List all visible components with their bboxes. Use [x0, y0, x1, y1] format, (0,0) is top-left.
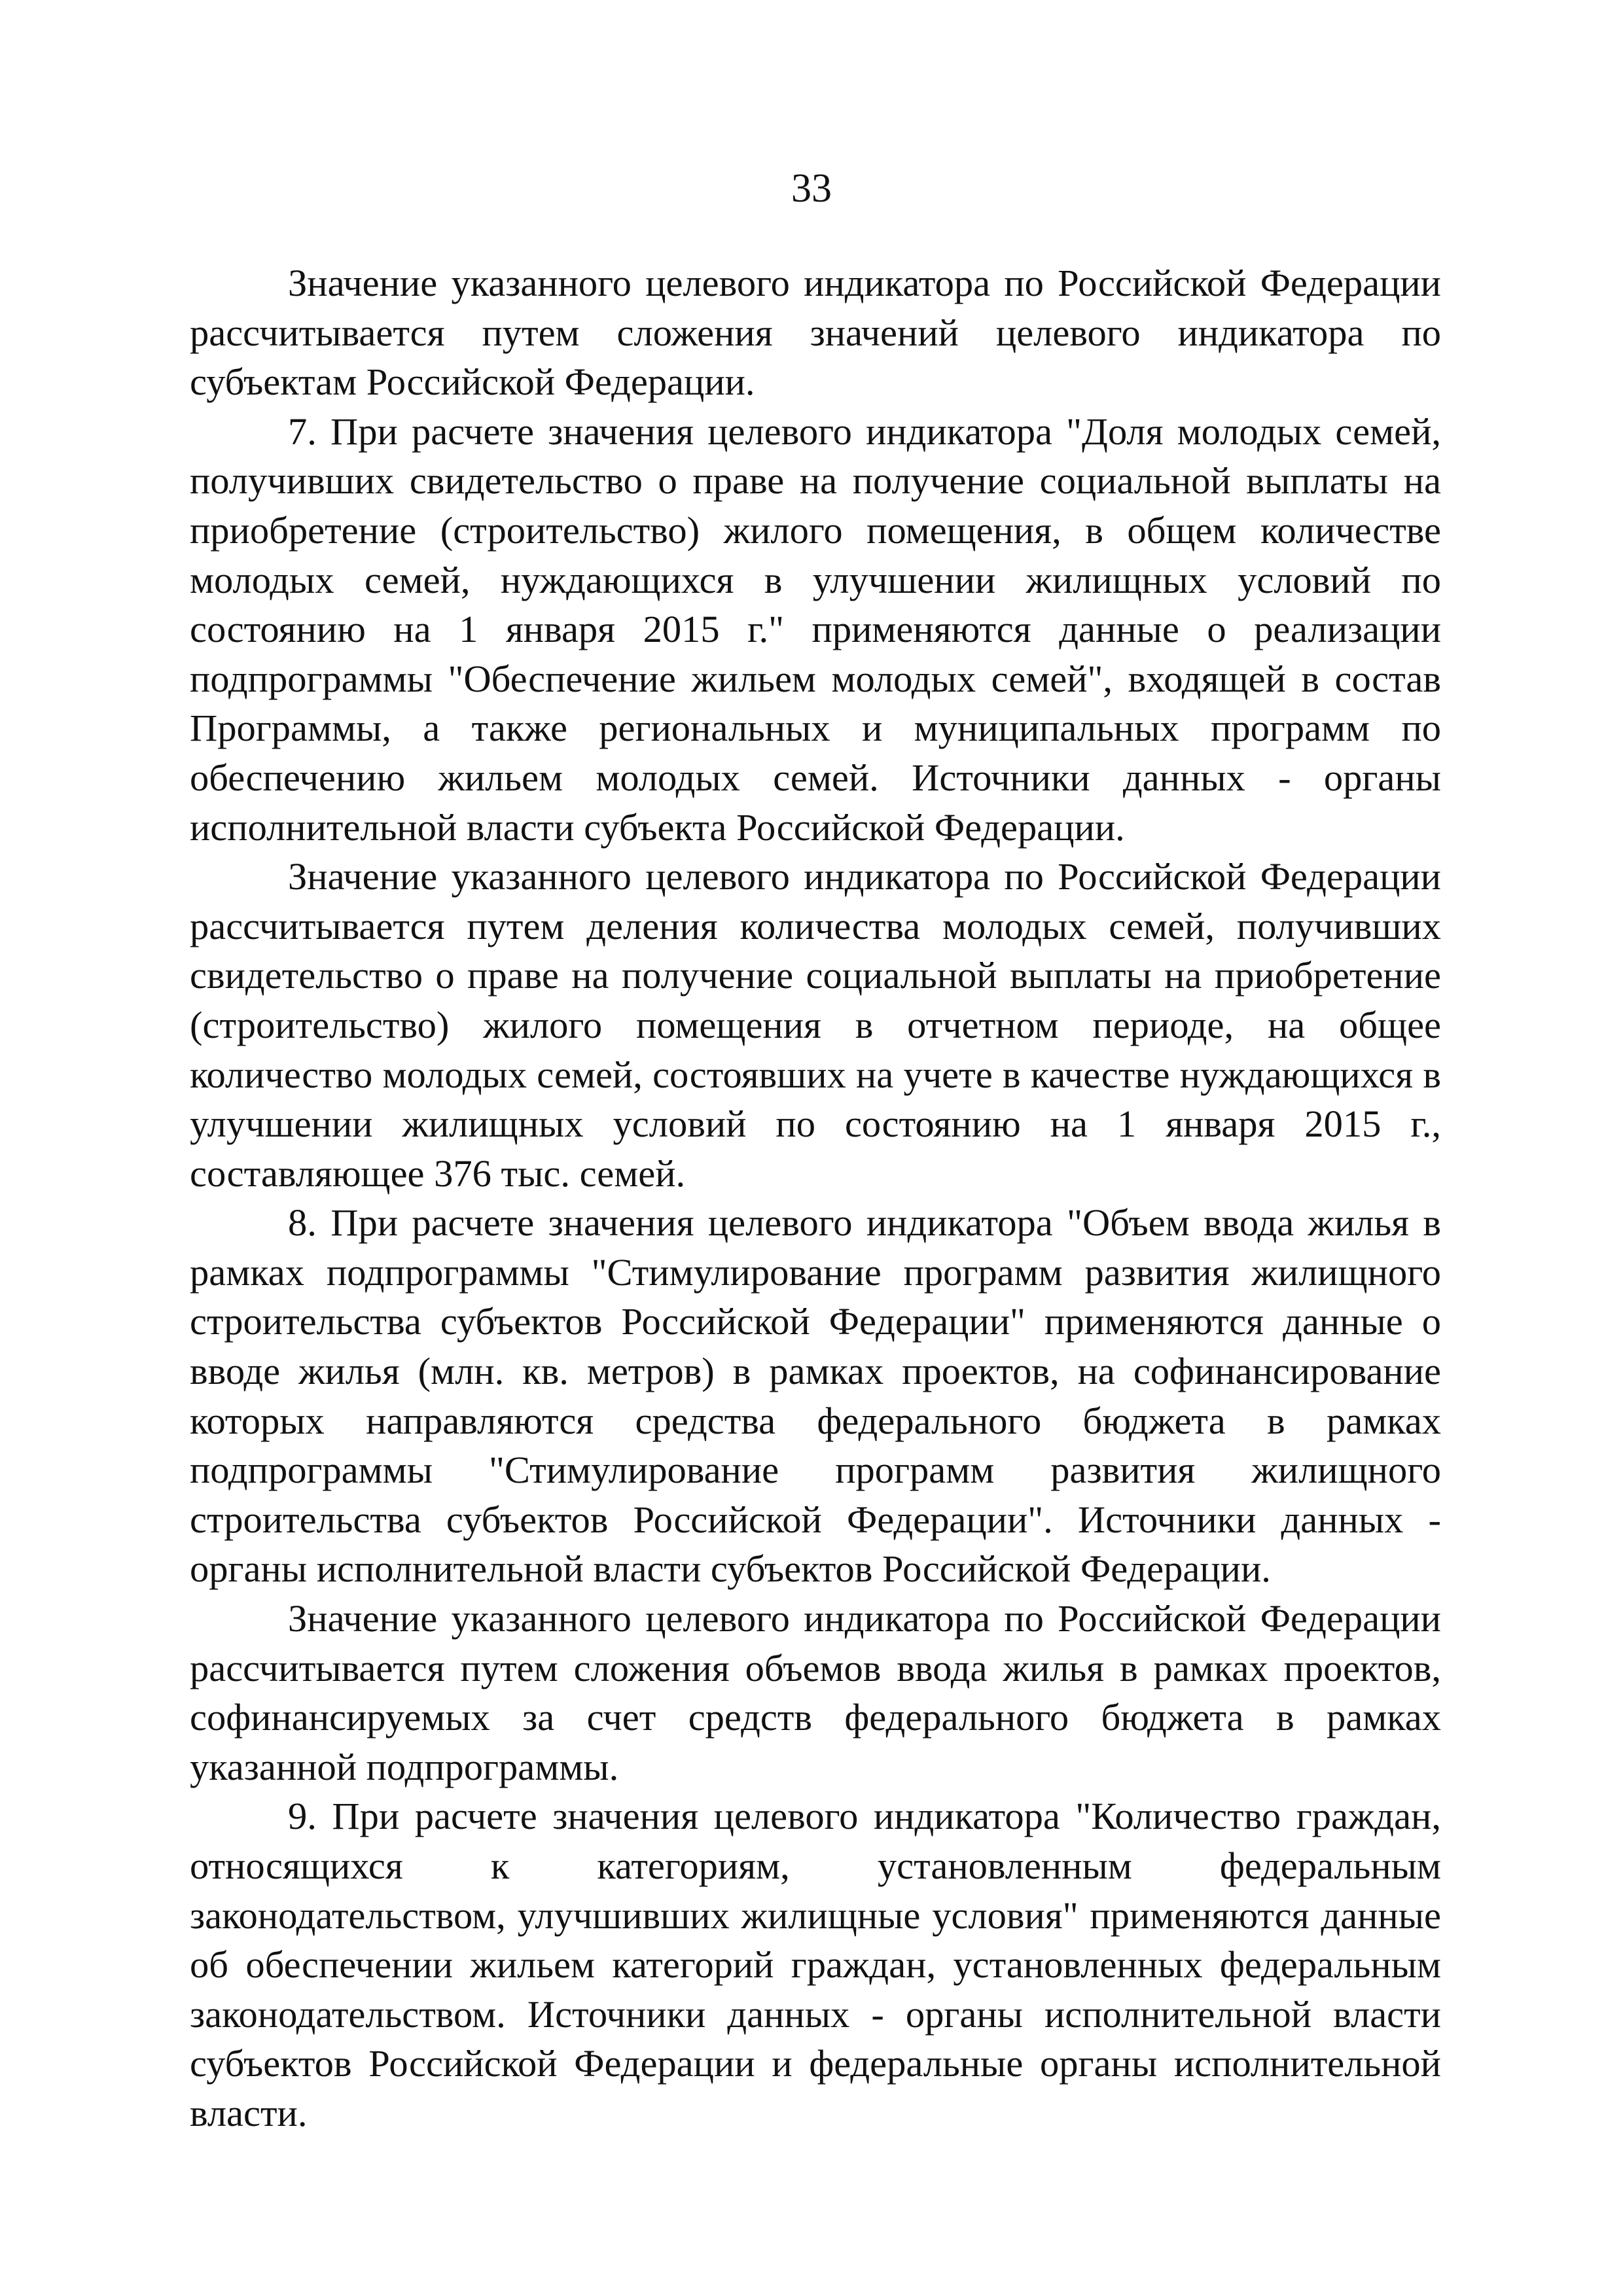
paragraph-item-7-young-families-share: 7. При расчете значения целевого индикатора "Доля молодых семей, получивших свидетельство о праве на получение социальной выплаты на приобретение (строительство) жилого помещения, в общем количестве молодых семей, нуждающихся в улучшении жилищных условий по состоянию на 1 января 2015 г." применяются данные о реализации подпрограммы "Обеспечение жильем молодых семей", входящей в состав Программы, а также региональных и муниципальных программ по обеспечению жильем молодых семей. Источники данных - органы исполнительной власти субъекта Российской Федерации.	[190, 410, 1441, 849]
page-number: 33	[791, 166, 832, 211]
paragraph-item-9-citizen-categories: 9. При расчете значения целевого индикатора "Количество граждан, относящихся к категориям, установленным федеральным законодательством, улучшивших жилищные условия" применяются данные об обеспечении жильем категорий граждан, установленных федеральным законодательством. Источники данных - органы исполнительной власти субъектов Российской Федерации и федеральные органы исполнительной власти.	[190, 1795, 1441, 2134]
document-body	[190, 258, 1441, 2138]
paragraph-indicator-calculation-volumes: Значение указанного целевого индикатора по Российской Федерации рассчитывается путем сложения объемов ввода жилья в рамках проектов, софинансируемых за счет средств федерального бюджета в рамках указанной подпрограммы.	[190, 1597, 1441, 1788]
paragraph-item-8-housing-commissioning: 8. При расчете значения целевого индикатора "Объем ввода жилья в рамках подпрограммы "Стимулирование программ развития жилищного строительства субъектов Российской Федерации" применяются данные о вводе жилья (млн. кв. метров) в рамках проектов, на софинансирование которых направляются средства федерального бюджета в рамках подпрограммы "Стимулирование программ развития жилищного строительства субъектов Российской Федерации". Источники данных - органы исполнительной власти субъектов Российской Федерации.	[190, 1201, 1441, 1591]
paragraph-indicator-calculation-division: Значение указанного целевого индикатора по Российской Федерации рассчитывается путем деления количества молодых семей, получивших свидетельство о праве на получение социальной выплаты на приобретение (строительство) жилого помещения в отчетном периоде, на общее количество молодых семей, состоявших на учете в качестве нуждающихся в улучшении жилищных условий по состоянию на 1 января 2015 г., составляющее 376 тыс. семей.	[190, 855, 1441, 1195]
paragraph-indicator-calculation-summation: Значение указанного целевого индикатора по Российской Федерации рассчитывается путем сложения значений целевого индикатора по субъектам Российской Федерации.	[190, 262, 1441, 404]
